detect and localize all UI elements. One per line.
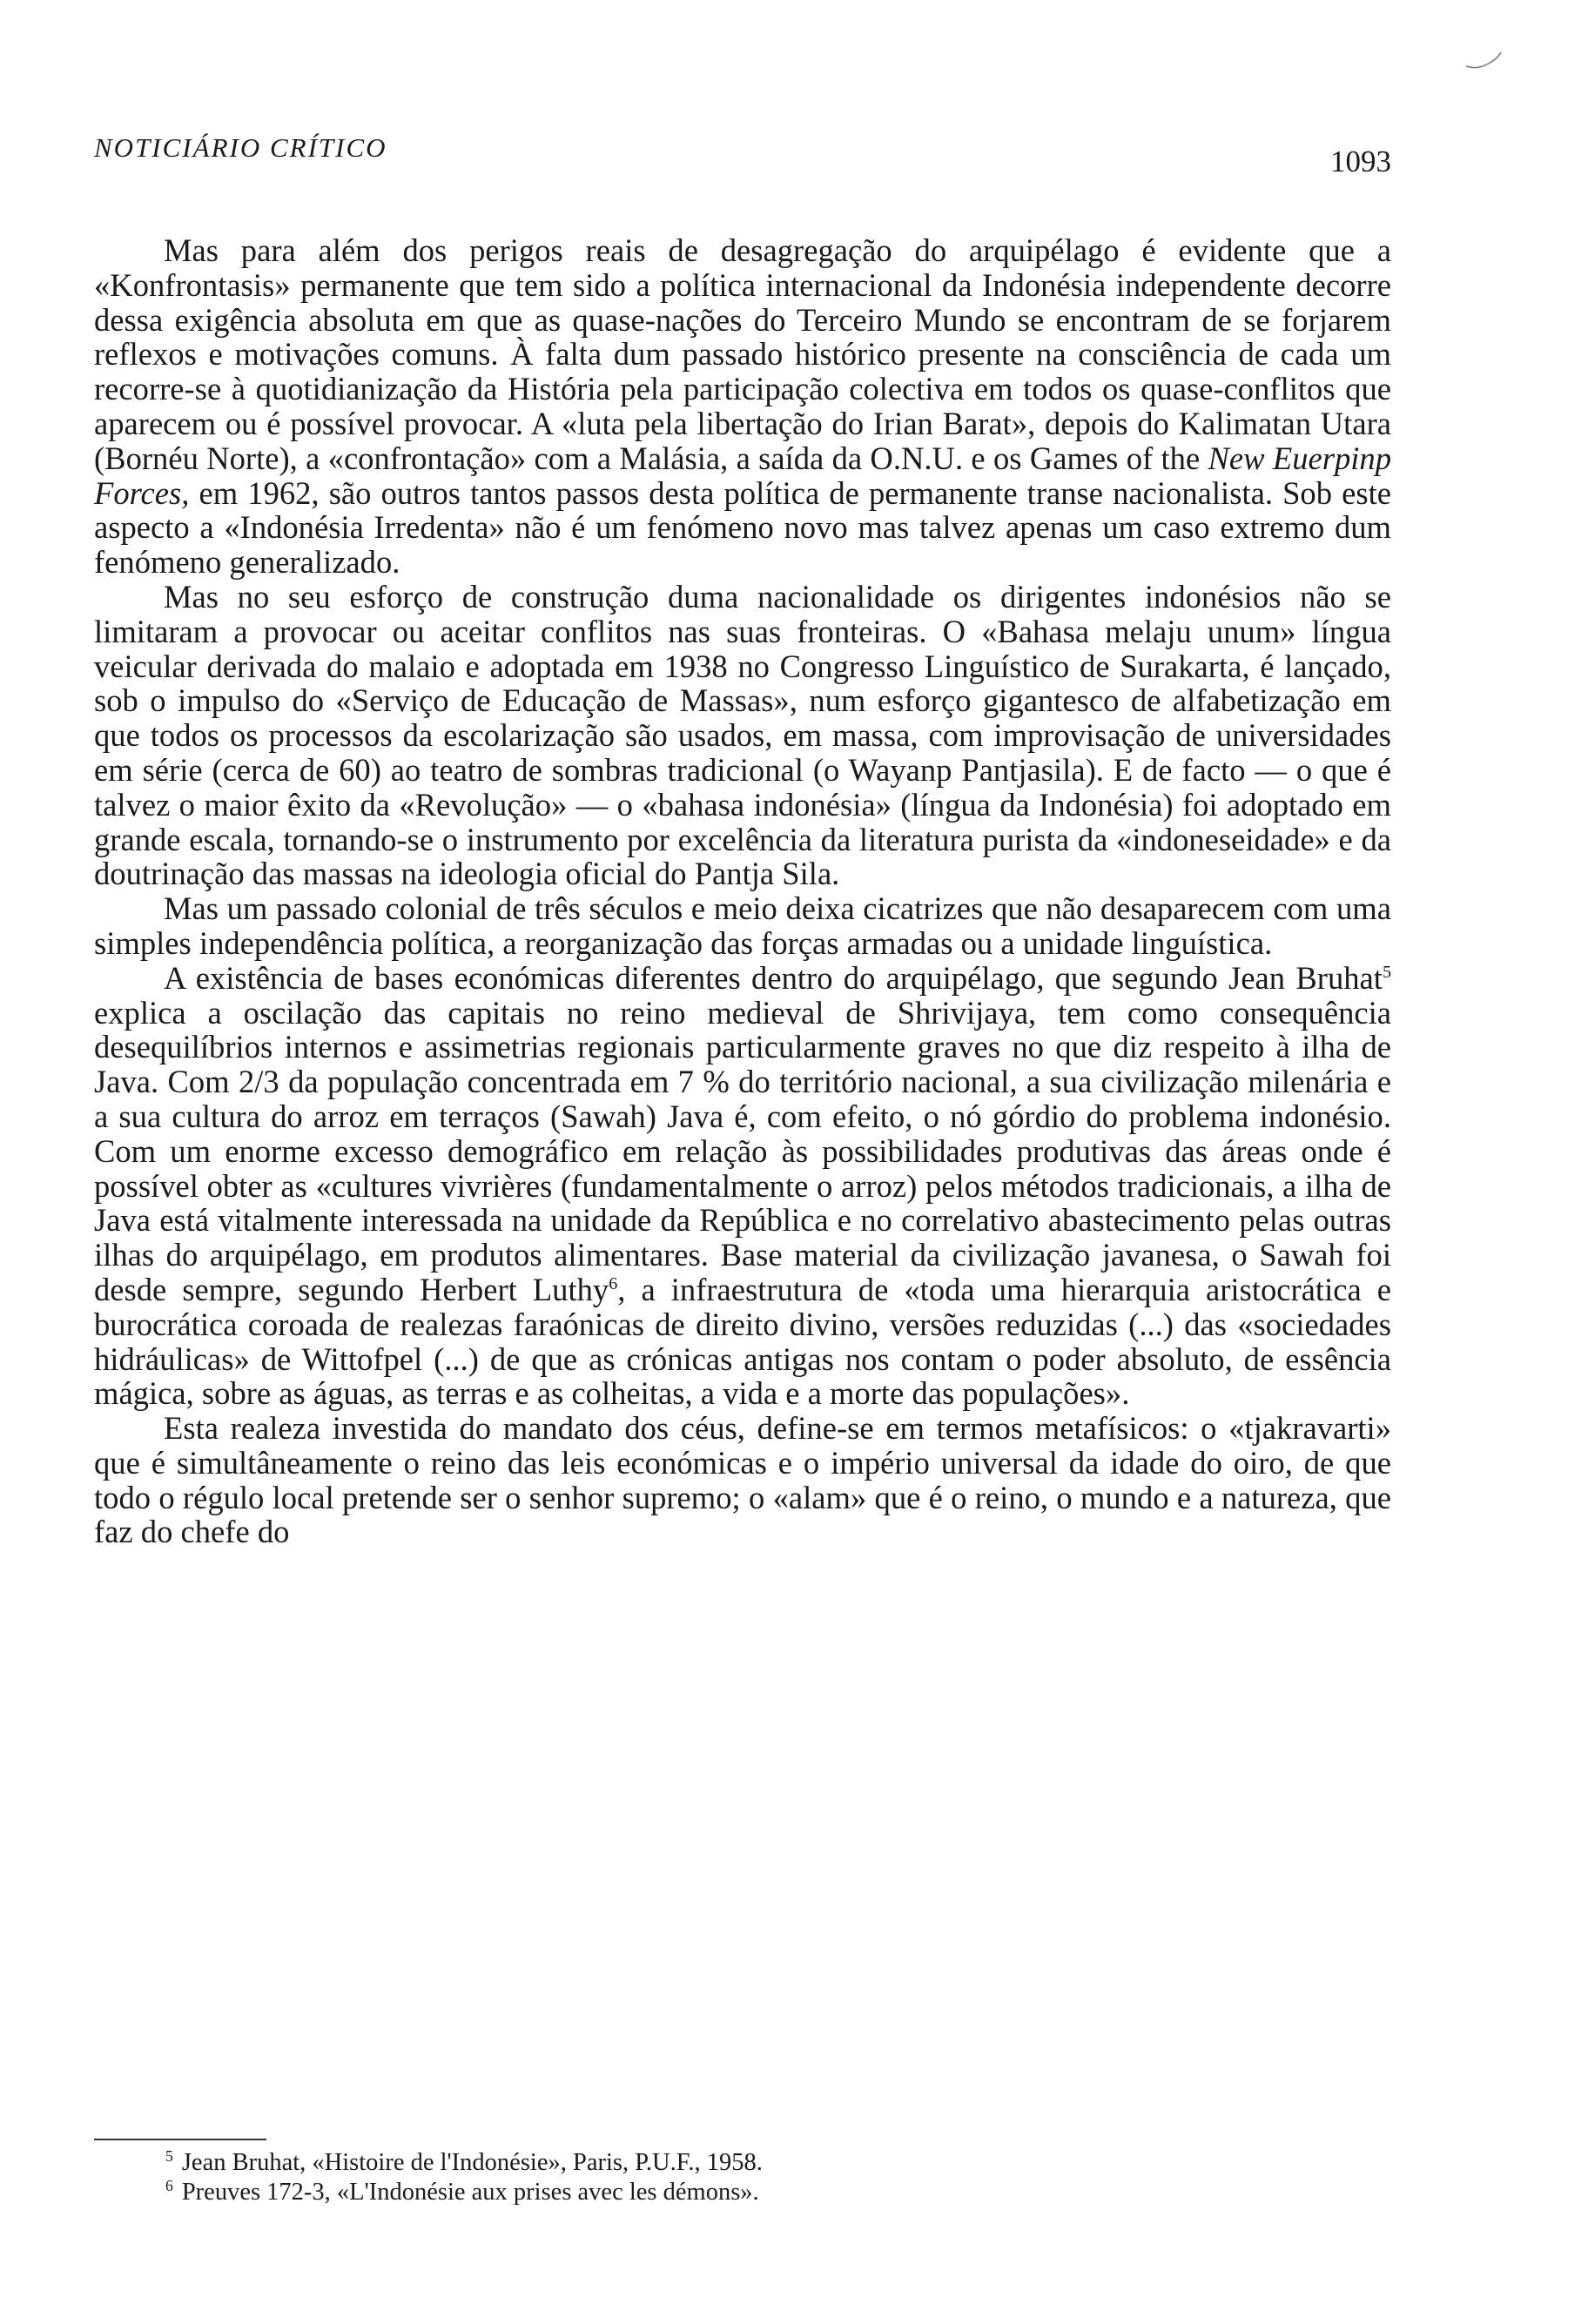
page-number: 1093	[1330, 144, 1391, 178]
footnote-number: 6	[165, 2176, 173, 2194]
text-run: em 1962, são outros tantos passos desta política de permanente transe nacionalista. Sob este aspecto a «Indonésia Irredenta» não é um fenómeno novo mas talvez apenas um caso extremo dum fenómeno generalizado.	[94, 474, 1391, 581]
text-run: A existência de bases económicas diferentes dentro do arquipélago, que segundo Jean Bruhat	[164, 959, 1383, 996]
running-header	[94, 132, 1391, 202]
text-run: explica a oscilação das capitais no reino medieval de Shrivijaya, tem como consequência desequilíbrios internos e assimetrias regionais particularmente graves no que diz respeito à ilha de Java. Com 2/3 da população concentrada em 7 % do território nacional, a sua civilização milenária e a sua cultura do arroz em terraços (Sawah) Java é, com efeito, o nó górdio do problema indonésio. Com um enorme excesso demográfico em relação às possibilidades produtivas das áreas onde é possível obter as «cultures vivrières (fundamentalmente o arroz) pelos métodos tradicionais, a ilha de Java está vitalmente interessada na unidade da República e no correlativo abastecimento pelas outras ilhas do arquipélago, em produtos alimentares. Base material da civilização javanesa, o Sawah foi desde sempre, segundo Herbert Luthy	[94, 994, 1391, 1307]
footnotes	[165, 2148, 1297, 2207]
text-run: Mas para além dos perigos reais de desagregação do arquipélago é evidente que a «Konfrontasis» permanente que tem sido a política internacional da Indonésia independente decorre dessa exigência absoluta em que as quase-nações do Terceiro Mundo se encontram de se forjarem reflexos e motivações comuns. À falta dum passado histórico presente na consciência de cada um recorre-se à quotidianização da História pela participação colectiva em todos os quase-conflitos que aparecem ou é possível provocar. A «luta pela libertação do Irian Barat», depois do Kalimatan Utara (Bornéu Norte), a «confrontação» com a Malásia, a saída da O.N.U. e os Games of the	[94, 232, 1391, 476]
paragraph	[94, 1411, 1391, 1549]
footnote-text: Preuves 172-3, «L'Indonésie aux prises avec les démons».	[181, 2179, 759, 2206]
text-run: Esta realeza investida do mandato dos céus, define-se em termos metafísicos: o «tjakravarti» que é simultâneamente o reino das leis económicas e o império universal da idade do oiro, de que todo o régulo local pretende ser o senhor supremo; o «alam» que é o reino, o mundo e a natureza, que faz do chefe do	[94, 1410, 1391, 1550]
section-title: NOTICIÁRIO CRÍTICO	[94, 132, 387, 163]
footnote	[165, 2148, 1297, 2178]
footnote-reference: 6	[609, 1273, 618, 1293]
paragraph	[94, 233, 1391, 580]
footnote	[165, 2178, 1297, 2207]
footnote-text: Jean Bruhat, «Histoire de l'Indonésie», Paris, P.U.F., 1958.	[181, 2149, 763, 2176]
paragraph	[94, 961, 1391, 1411]
text-run: Mas um passado colonial de três séculos e meio deixa cicatrizes que não desaparecem com uma simples independência política, a reorganização das forças armadas ou a unidade linguística.	[94, 890, 1391, 961]
paragraph	[94, 580, 1391, 891]
text-run: , a infraestrutura de «toda uma hierarquia aristocrática e burocrática coroada de realezas faraónicas de direito divino, versões reduzidas (...) das «sociedades hidráulicas» de Wittofpel (...) de que as crónicas antigas nos contam o poder absoluto, de essência mágica, sobre as águas, as terras e as colheitas, a vida e a morte das populações».	[94, 1271, 1391, 1412]
body-text	[94, 233, 1391, 1549]
italic-text: New Euerpinp Forces,	[94, 440, 1391, 511]
footnote-reference: 5	[1382, 962, 1391, 982]
footnote-number: 5	[165, 2146, 173, 2165]
ink-mark	[1464, 50, 1503, 70]
paragraph	[94, 891, 1391, 961]
text-run: Mas no seu esforço de construção duma nacionalidade os dirigentes indonésios não se limitaram a provocar ou aceitar conflitos nas suas fronteiras. O «Bahasa melaju unum» língua veicular derivada do malaio e adoptada em 1938 no Congresso Linguístico de Surakarta, é lançado, sob o impulso do «Serviço de Educação de Massas», num esforço gigantesco de alfabetização em que todos os processos da escolarização são usados, em massa, com improvisação de universidades em série (cerca de 60) ao teatro de sombras tradicional (o Wayanp Pantjasila). E de facto — o que é talvez o maior êxito da «Revolução» — o «bahasa indonésia» (língua da Indonésia) foi adoptado em grande escala, tornando-se o instrumento por excelência da literatura purista da «indoneseidade» e da doutrinação das massas na ideologia oficial do Pantja Sila.	[94, 578, 1391, 892]
footnote-divider	[94, 2139, 266, 2140]
